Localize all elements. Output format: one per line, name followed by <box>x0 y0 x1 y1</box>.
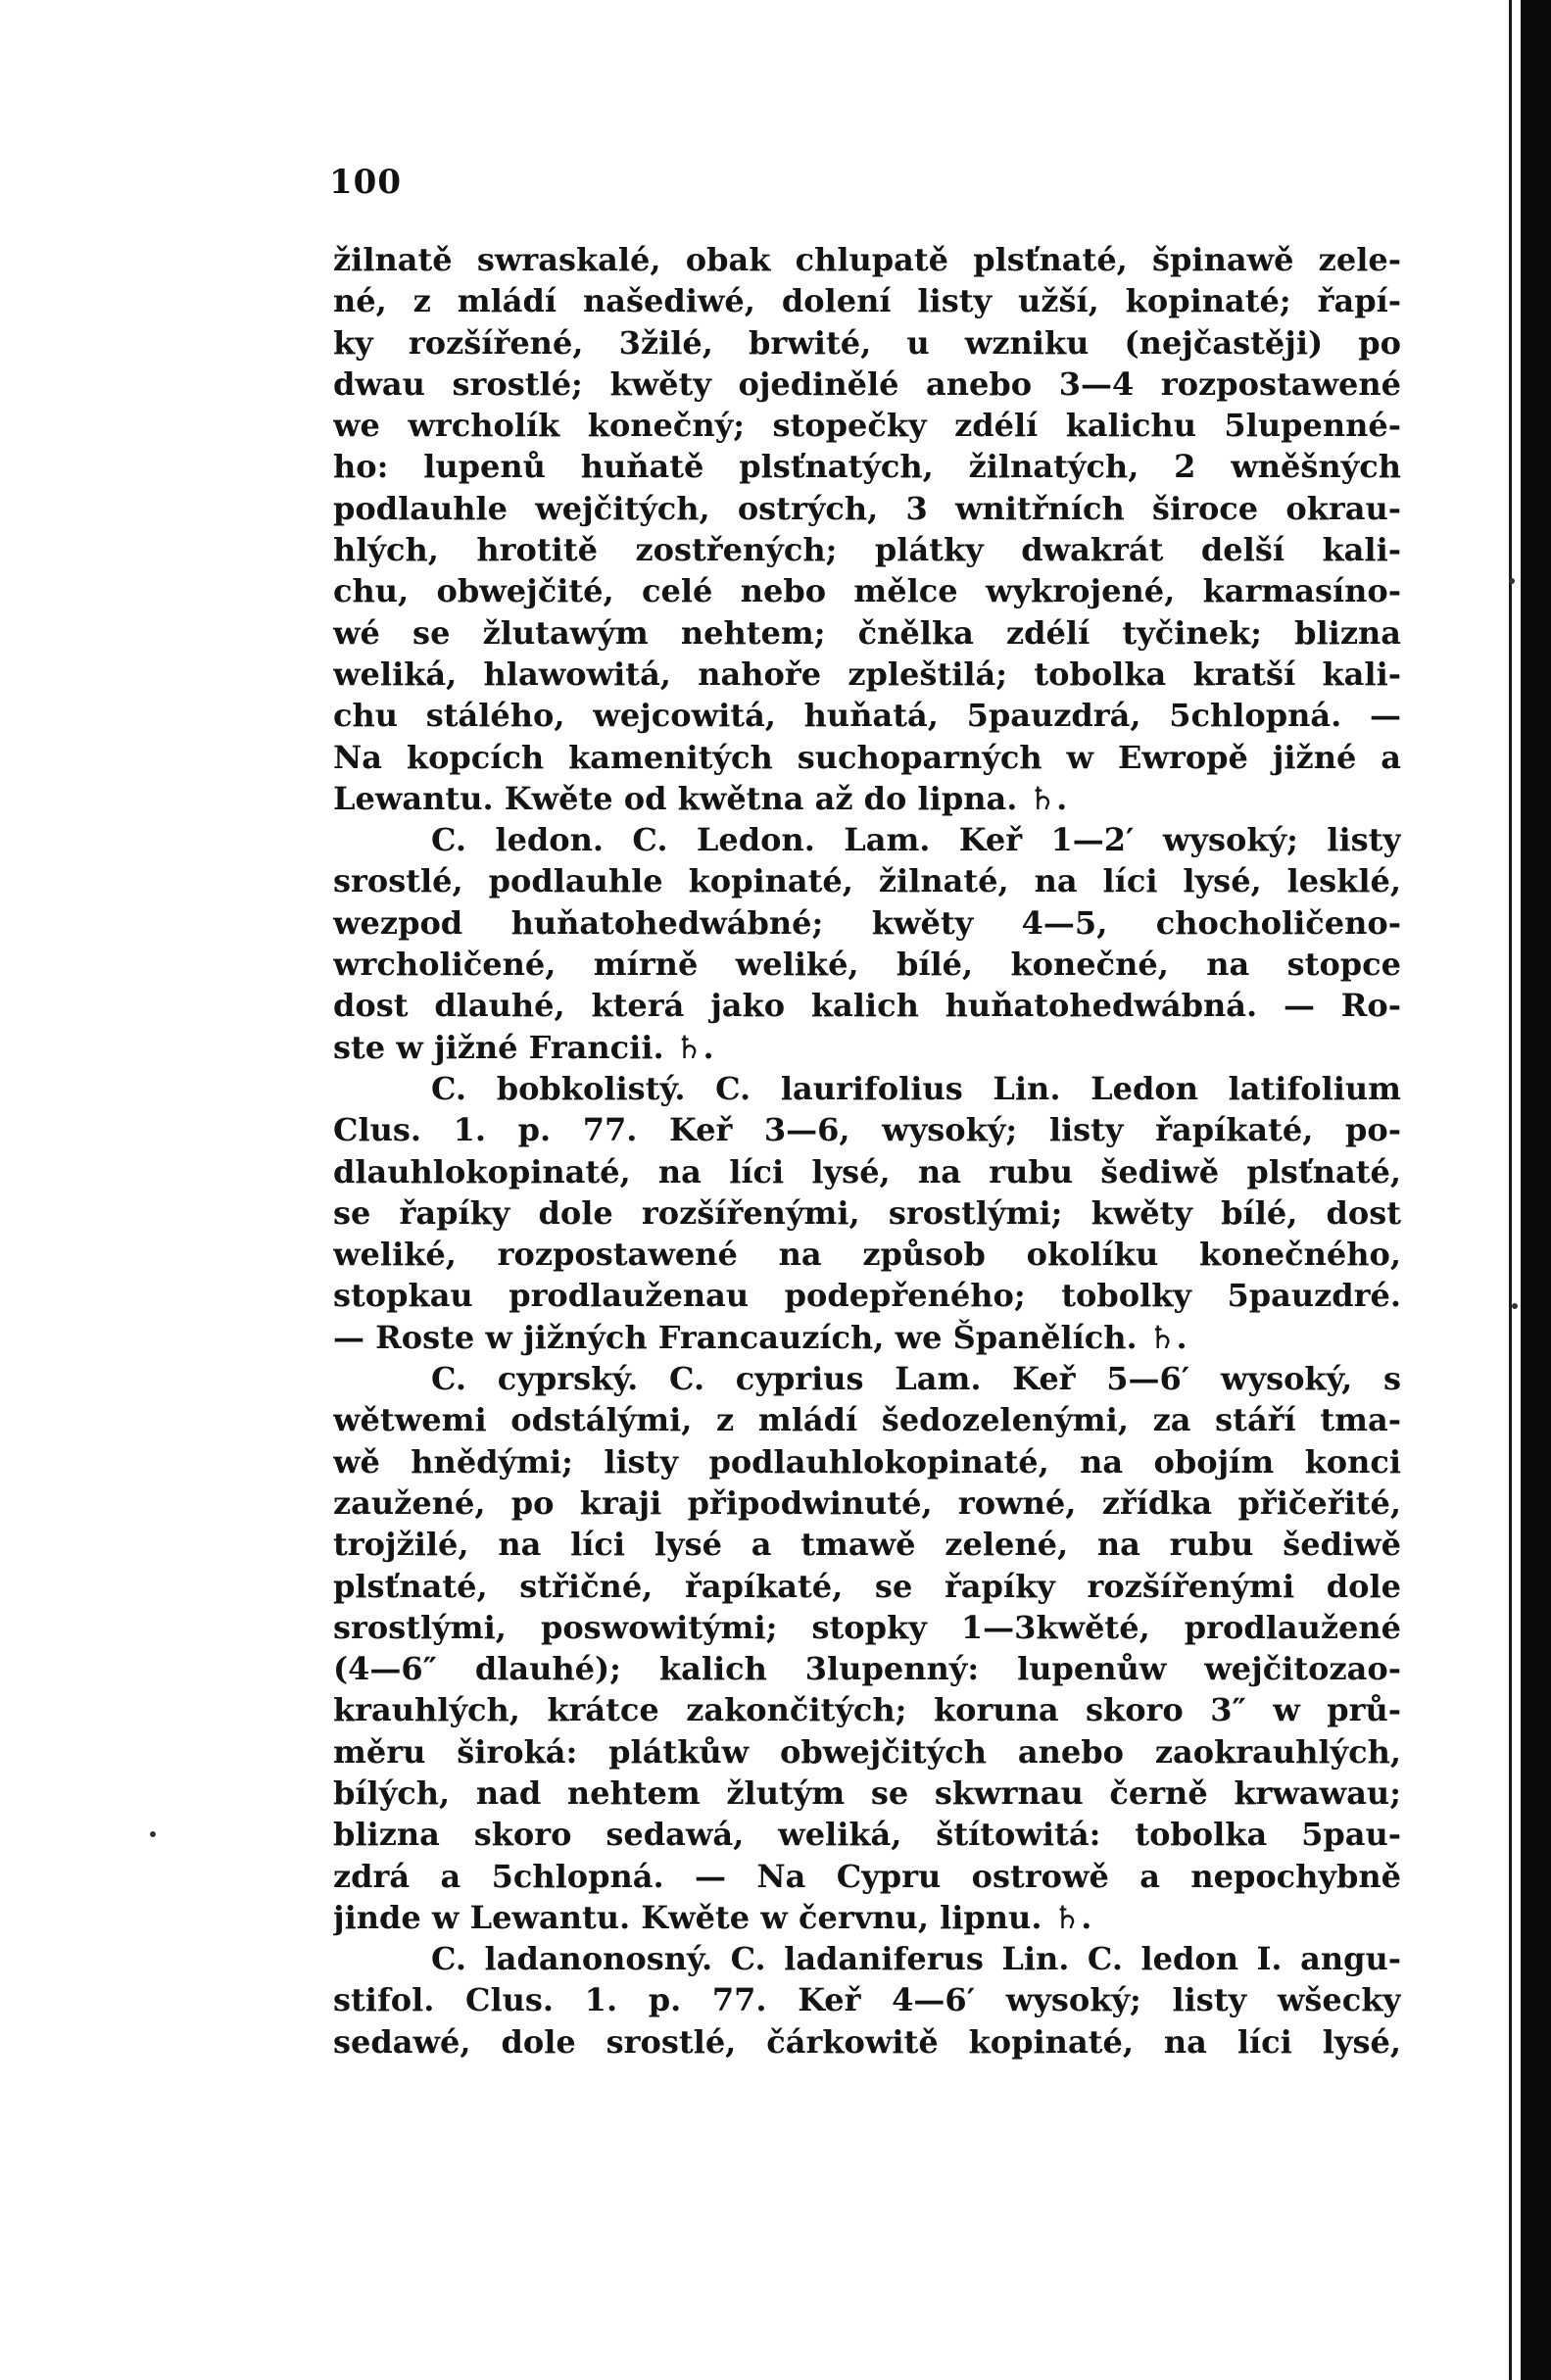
text-line: stifol. Clus. 1. p. 77. Keř 4—6′ wysoký; listy wšecky <box>333 1981 1401 2019</box>
text-line: C. ladanonosný. C. ladaniferus Lin. C. ledon I. angu- <box>431 1940 1401 1978</box>
text-line: Clus. 1. p. 77. Keř 3—6, wysoký; listy řapíkaté, po- <box>333 1111 1401 1149</box>
text-line: ky rozšířené, 3žilé, brwité, u wzniku (nejčastěji) po <box>333 323 1401 362</box>
text-line: stopkau prodlauženau podepřeného; tobolky 5pauzdré. <box>333 1277 1401 1315</box>
text-line: wě hnědými; listy podlauhlokopinaté, na obojím konci <box>333 1442 1401 1481</box>
text-line: wezpod huňatohedwábné; kwěty 4—5, chocholičeno- <box>333 903 1401 942</box>
text-line: ste w jižné Francii. ♄. <box>333 1028 714 1066</box>
text-line: srostlé, podlauhle kopinaté, žilnaté, na líci lysé, lesklé, <box>333 862 1401 900</box>
text-line: dwau srostlé; kwěty ojedinělé anebo 3—4 rozpostawené <box>333 364 1401 403</box>
text-line: weliké, rozpostawené na způsob okolíku konečného, <box>333 1236 1401 1274</box>
text-line: plsťnaté, střičné, řapíkaté, se řapíky rozšířenými dole <box>333 1567 1401 1605</box>
text-line: dost dlauhé, která jako kalich huňatohedwábná. — Ro- <box>333 987 1401 1025</box>
text-line: jinde w Lewantu. Kwěte w červnu, lipnu. ♄. <box>333 1898 1092 1936</box>
text-line: trojžilé, na líci lysé a tmawě zelené, na rubu šediwě <box>333 1526 1401 1564</box>
body-text <box>333 239 1401 2063</box>
text-line: Na kopcích kamenitých suchoparných w Ewropě jižné a <box>333 738 1401 776</box>
scan-border <box>1521 0 1551 2380</box>
text-line: weliká, hlawowitá, nahoře zpleštilá; tobolka kratší kali- <box>333 655 1401 693</box>
text-line: krauhlých, krátce zakončitých; koruna skoro 3″ w prů- <box>333 1691 1401 1729</box>
text-line: bílých, nad nehtem žlutým se skwrnau černě krwawau; <box>333 1773 1401 1812</box>
paper-speck <box>1509 578 1515 584</box>
text-line: ho: lupenů huňatě plsťnatých, žilnatých, 2 wněšných <box>333 448 1401 486</box>
text-line: chu stálého, wejcowitá, huňatá, 5pauzdrá, 5chlopná. — <box>333 697 1401 735</box>
text-line: blizna skoro sedawá, weliká, štítowitá: tobolka 5pau- <box>333 1816 1401 1854</box>
text-line: wrcholičené, mírně weliké, bílé, konečné, na stopce <box>333 946 1401 984</box>
text-line: sedawé, dole srostlé, čárkowitě kopinaté, na líci lysé, <box>333 2022 1401 2061</box>
page-number: 100 <box>329 163 402 202</box>
text-line: žilnatě swraskalé, obak chlupatě plsťnaté, špinawě zele- <box>333 241 1401 278</box>
paper-speck <box>150 1831 156 1837</box>
text-line: — Roste w jižných Francauzích, we Španělích. ♄. <box>333 1318 1187 1356</box>
text-line: zdrá a 5chlopná. — Na Cypru ostrowě a nepochybně <box>333 1857 1401 1895</box>
text-line: zaužené, po kraji připodwinuté, rowné, zřídka přičeřité, <box>333 1483 1401 1522</box>
text-line: (4—6″ dlauhé); kalich 3lupenný: lupenůw wejčitozao- <box>333 1650 1401 1688</box>
text-line: né, z mládí našediwé, dolení listy užší, kopinaté; řapí- <box>333 282 1401 320</box>
text-line: C. bobkolistý. C. laurifolius Lin. Ledon latifolium <box>431 1069 1401 1107</box>
text-line: chu, obwejčité, celé nebo mělce wykrojené, karmasíno- <box>333 572 1401 610</box>
text-line: we wrcholík konečný; stopečky zdélí kalichu 5lupenné- <box>333 407 1401 445</box>
text-line: dlauhlokopinaté, na líci lysé, na rubu šediwě plsťnaté, <box>333 1152 1401 1190</box>
page-edge-line <box>1509 0 1512 2380</box>
paper-speck <box>1512 1303 1518 1309</box>
text-line: C. ledon. C. Ledon. Lam. Keř 1—2′ wysoký; listy <box>431 821 1401 859</box>
text-line: se řapíky dole rozšířenými, srostlými; kwěty bílé, dost <box>333 1193 1401 1232</box>
text-line: srostlými, poswowitými; stopky 1—3kwěté, prodlaužené <box>333 1608 1401 1646</box>
text-line: wětwemi odstálými, z mládí šedozelenými, za stáří tma- <box>333 1401 1401 1439</box>
text-line: podlauhle wejčitých, ostrých, 3 wnitřních široce okrau- <box>333 489 1401 527</box>
text-line: měru široká: plátkůw obwejčitých anebo zaokrauhlých, <box>333 1732 1401 1771</box>
text-line: C. cyprský. C. cyprius Lam. Keř 5—6′ wysoký, s <box>431 1360 1401 1398</box>
text-line: Lewantu. Kwěte od kwětna až do lipna. ♄. <box>333 779 1068 817</box>
text-line: hlých, hrotitě zostřených; plátky dwakrát delší kali- <box>333 531 1401 569</box>
text-line: wé se žlutawým nehtem; čnělka zdélí tyčinek; blizna <box>333 613 1401 652</box>
